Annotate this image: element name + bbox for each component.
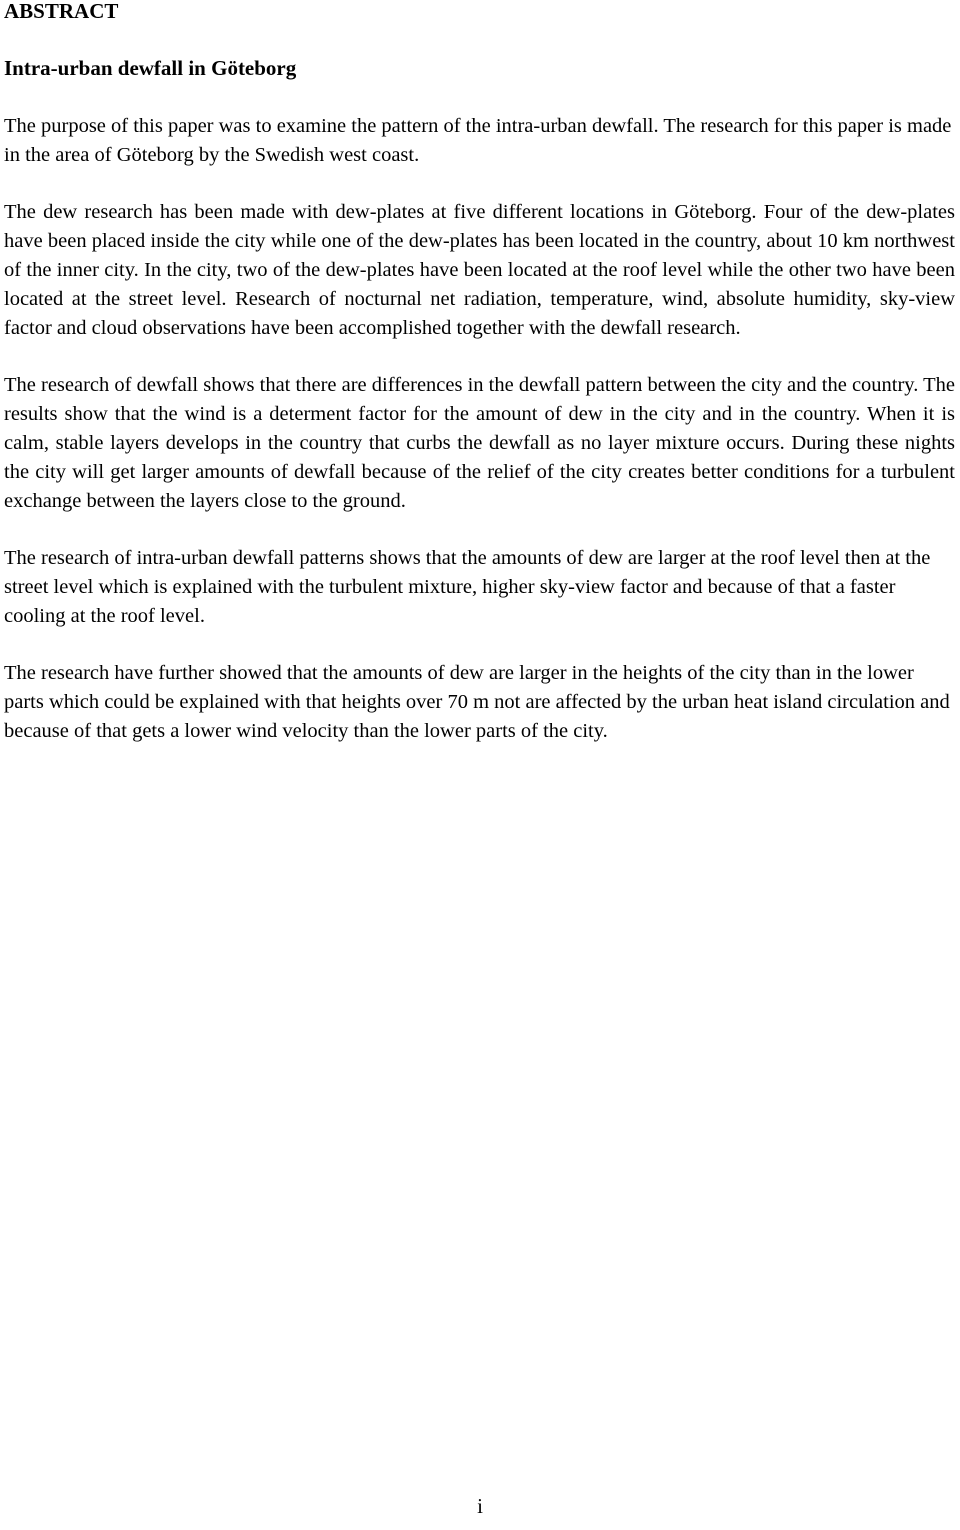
abstract-paragraph-2: The dew research has been made with dew-plates at five different locations in Göteborg. Four of the dew-plates have been placed inside the city while one of the dew-plates has been located in the country, about 10 km northwest of the inner city. In the city, two of the dew-plates have been located at the roof level while the other two have been located at the street level. Research of nocturnal net radiation, temperature, wind, absolute humidity, sky-view factor and cloud observations have been accomplished together with the dewfall research.	[4, 201, 955, 339]
section-heading: ABSTRACT	[4, 0, 119, 23]
page-number: i	[477, 1494, 483, 1518]
paper-title: Intra-urban dewfall in Göteborg	[4, 56, 297, 80]
abstract-paragraph-4: The research of intra-urban dewfall patterns shows that the amounts of dew are larger at the roof level then at the street level which is explained with the turbulent mixture, higher sky-view factor and because of that a faster cooling at the roof level.	[4, 547, 931, 627]
abstract-paragraph-3: The research of dewfall shows that there are differences in the dewfall pattern between the city and the country. The results show that the wind is a determent factor for the amount of dew in the city and in the country. When it is calm, stable layers develops in the country that curbs the dewfall as no layer mixture occurs. During these nights the city will get larger amounts of dewfall because of the relief of the city creates better conditions for a turbulent exchange between the layers close to the ground.	[4, 374, 955, 512]
abstract-paragraph-5: The research have further showed that the amounts of dew are larger in the heights of the city than in the lower parts which could be explained with that heights over 70 m not are affected by the urban heat island circulation and because of that gets a lower wind velocity than the lower parts of the city.	[4, 662, 950, 742]
abstract-paragraph-1: The purpose of this paper was to examine the pattern of the intra-urban dewfall. The research for this paper is made in the area of Göteborg by the Swedish west coast.	[4, 115, 952, 166]
document-page	[4, 0, 955, 746]
